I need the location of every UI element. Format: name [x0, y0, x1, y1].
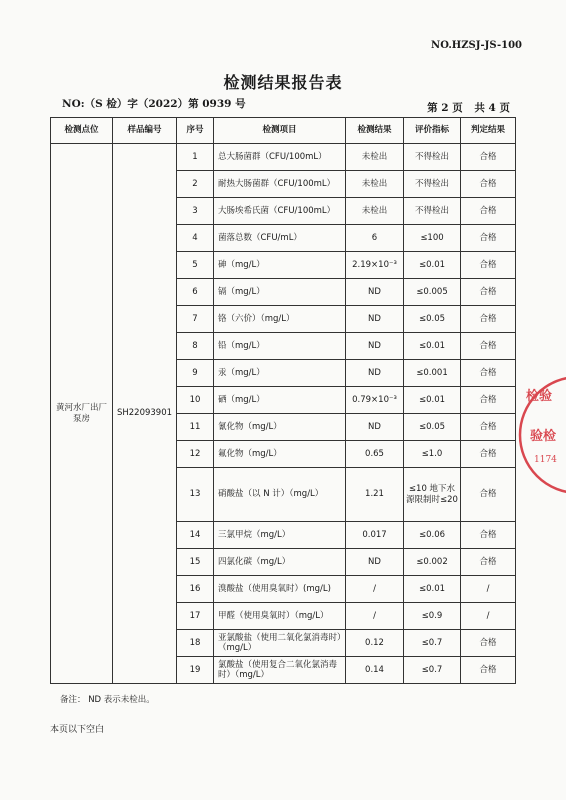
col-header-result: 检测结果 — [346, 118, 404, 144]
cell-no: 3 — [177, 198, 214, 225]
cell-no: 4 — [177, 225, 214, 252]
cell-no: 10 — [177, 387, 214, 414]
cell-limit: ≤0.05 — [404, 414, 461, 441]
cell-result: 未检出 — [346, 144, 404, 171]
cell-item: 氟化物（mg/L） — [214, 441, 346, 468]
cell-result: / — [346, 576, 404, 603]
cell-verdict: 合格 — [461, 468, 516, 522]
remark-note: 备注： ND 表示未检出。 — [60, 695, 155, 705]
cell-item: 氰化物（mg/L） — [214, 414, 346, 441]
cell-result: ND — [346, 306, 404, 333]
cell-limit: ≤0.7 — [404, 657, 461, 684]
cell-no: 7 — [177, 306, 214, 333]
cell-verdict: 合格 — [461, 144, 516, 171]
cell-limit: ≤0.002 — [404, 549, 461, 576]
col-header-location: 检测点位 — [51, 118, 113, 144]
cell-result: 0.65 — [346, 441, 404, 468]
cell-limit: ≤0.01 — [404, 252, 461, 279]
cell-limit: ≤0.01 — [404, 333, 461, 360]
cell-item: 四氯化碳（mg/L） — [214, 549, 346, 576]
cell-limit: ≤0.7 — [404, 630, 461, 657]
cell-item: 硒（mg/L） — [214, 387, 346, 414]
cell-result: ND — [346, 360, 404, 387]
cell-limit: 不得检出 — [404, 144, 461, 171]
cell-result: 2.19×10⁻³ — [346, 252, 404, 279]
cell-limit: ≤0.05 — [404, 306, 461, 333]
cell-verdict: 合格 — [461, 522, 516, 549]
cell-no: 2 — [177, 171, 214, 198]
cell-item: 菌落总数（CFU/mL） — [214, 225, 346, 252]
cell-no: 17 — [177, 603, 214, 630]
cell-limit: 不得检出 — [404, 171, 461, 198]
cell-verdict: 合格 — [461, 414, 516, 441]
cell-sample-id: SH22093901 — [113, 144, 177, 684]
cell-item: 大肠埃希氏菌（CFU/100mL） — [214, 198, 346, 225]
cell-no: 13 — [177, 468, 214, 522]
cell-no: 19 — [177, 657, 214, 684]
cell-result: 1.21 — [346, 468, 404, 522]
cell-item: 砷（mg/L） — [214, 252, 346, 279]
cell-result: 未检出 — [346, 198, 404, 225]
page-indicator — [419, 100, 510, 115]
cell-verdict: 合格 — [461, 630, 516, 657]
cell-no: 5 — [177, 252, 214, 279]
cell-limit: ≤0.001 — [404, 360, 461, 387]
cell-no: 11 — [177, 414, 214, 441]
cell-result: ND — [346, 414, 404, 441]
results-table — [50, 117, 516, 684]
cell-limit: ≤0.01 — [404, 387, 461, 414]
seal-text-1: 检验 — [526, 389, 553, 404]
cell-verdict: 合格 — [461, 225, 516, 252]
cell-item: 溴酸盐（使用臭氧时）(mg/L) — [214, 576, 346, 603]
cell-verdict: 合格 — [461, 360, 516, 387]
page-current: 第 2 页 — [427, 102, 463, 114]
cell-verdict: 合格 — [461, 333, 516, 360]
cell-limit: ≤0.9 — [404, 603, 461, 630]
cell-no: 16 — [177, 576, 214, 603]
table-row — [51, 144, 516, 171]
cell-limit: ≤0.06 — [404, 522, 461, 549]
cell-limit: ≤100 — [404, 225, 461, 252]
cell-result: 0.017 — [346, 522, 404, 549]
cell-no: 8 — [177, 333, 214, 360]
table-header-row — [51, 118, 516, 144]
cell-verdict: / — [461, 576, 516, 603]
cell-item: 亚氯酸盐（使用二氧化氯消毒时）（mg/L） — [214, 630, 346, 657]
blank-below-note: 本页以下空白 — [50, 725, 105, 735]
cell-verdict: 合格 — [461, 198, 516, 225]
cell-location: 黄河水厂出厂泵房 — [51, 144, 113, 684]
cell-no: 9 — [177, 360, 214, 387]
col-header-verdict: 判定结果 — [461, 118, 516, 144]
inspection-seal — [516, 370, 566, 500]
cell-item: 铬（六价）（mg/L） — [214, 306, 346, 333]
cell-item: 氯酸盐（使用复合二氧化氯消毒时）（mg/L） — [214, 657, 346, 684]
cell-no: 18 — [177, 630, 214, 657]
cell-verdict: 合格 — [461, 549, 516, 576]
cell-verdict: 合格 — [461, 279, 516, 306]
cell-limit: ≤0.005 — [404, 279, 461, 306]
cell-item: 铅（mg/L） — [214, 333, 346, 360]
cell-item: 硝酸盐（以 N 计）（mg/L） — [214, 468, 346, 522]
cell-result: 0.12 — [346, 630, 404, 657]
cell-no: 14 — [177, 522, 214, 549]
cell-result: 0.14 — [346, 657, 404, 684]
cell-result: ND — [346, 549, 404, 576]
cell-item: 总大肠菌群（CFU/100mL） — [214, 144, 346, 171]
cell-result: / — [346, 603, 404, 630]
cell-item: 耐热大肠菌群（CFU/100mL） — [214, 171, 346, 198]
cell-result: ND — [346, 333, 404, 360]
col-header-no: 序号 — [177, 118, 214, 144]
cell-result: ND — [346, 279, 404, 306]
cell-result: 0.79×10⁻³ — [346, 387, 404, 414]
cell-no: 12 — [177, 441, 214, 468]
cell-item: 甲醛（使用臭氧时）（mg/L） — [214, 603, 346, 630]
cell-no: 15 — [177, 549, 214, 576]
cell-verdict: 合格 — [461, 306, 516, 333]
cell-verdict: 合格 — [461, 252, 516, 279]
document-number: NO.HZSJ-JS-100 — [431, 40, 522, 51]
page-title: 检测结果报告表 — [223, 73, 343, 92]
report-number: NO:（S 检）字（2022）第 0939 号 — [62, 98, 246, 110]
cell-item: 汞（mg/L） — [214, 360, 346, 387]
cell-item: 镉（mg/L） — [214, 279, 346, 306]
cell-no: 1 — [177, 144, 214, 171]
col-header-limit: 评价指标 — [404, 118, 461, 144]
seal-text-2: 验检 — [530, 429, 557, 444]
cell-result: 未检出 — [346, 171, 404, 198]
cell-verdict: 合格 — [461, 441, 516, 468]
col-header-sample-id: 样品编号 — [113, 118, 177, 144]
cell-verdict: 合格 — [461, 387, 516, 414]
cell-verdict: / — [461, 603, 516, 630]
cell-limit: ≤1.0 — [404, 441, 461, 468]
cell-item: 三氯甲烷（mg/L） — [214, 522, 346, 549]
cell-no: 6 — [177, 279, 214, 306]
cell-limit: 不得检出 — [404, 198, 461, 225]
cell-verdict: 合格 — [461, 657, 516, 684]
cell-result: 6 — [346, 225, 404, 252]
page-total: 共 4 页 — [474, 102, 510, 114]
cell-verdict: 合格 — [461, 171, 516, 198]
col-header-item: 检测项目 — [214, 118, 346, 144]
cell-limit: ≤10 地下水源限制时≤20 — [404, 468, 461, 522]
seal-text-3: 1174 — [534, 455, 557, 465]
cell-limit: ≤0.01 — [404, 576, 461, 603]
